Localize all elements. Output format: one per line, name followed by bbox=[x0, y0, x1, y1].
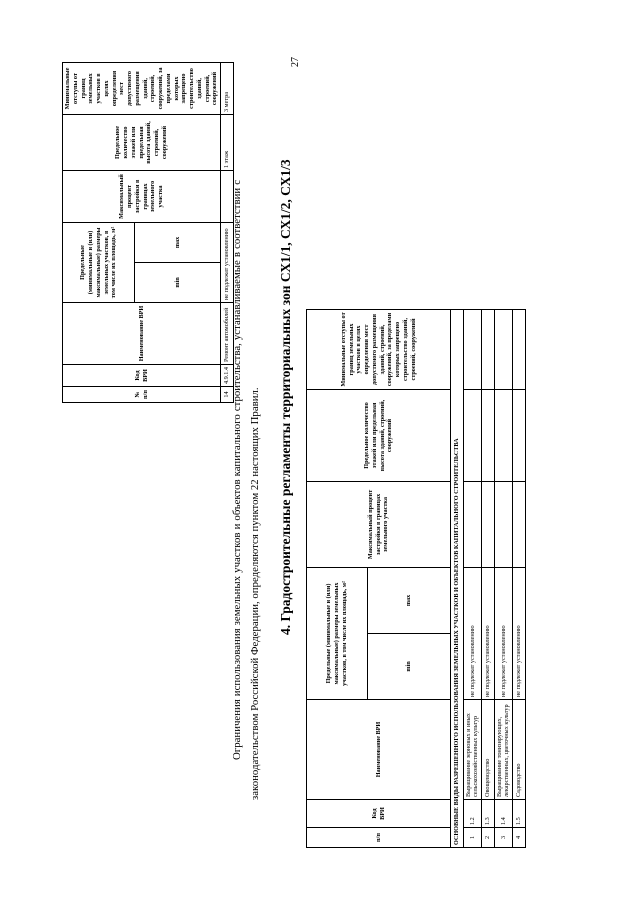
header-name: Наименование ВРИ bbox=[307, 700, 451, 800]
cell-floors bbox=[494, 389, 512, 481]
header-max: max bbox=[135, 222, 221, 262]
cell-num: 4 bbox=[512, 828, 525, 848]
section-row bbox=[451, 309, 464, 847]
cell-setback bbox=[512, 309, 525, 389]
cell-percent bbox=[464, 481, 482, 567]
paragraph-text: Ограничения использования земельных участков и объектов капитального строительства, устанавливаемые в соответствии с законодательством Российской Федерации, определяются пунктом 22 настоящих Правил. bbox=[231, 180, 261, 800]
table-row bbox=[512, 309, 525, 847]
cell-name: Садоводство bbox=[512, 700, 525, 800]
cell-percent bbox=[494, 481, 512, 567]
header-max: max bbox=[368, 567, 451, 633]
header-setback: Минимальные отступы от границ земельных участков в целях определения мест допустимого размещения зданий, строений, сооружений, за пределами которых запрещено строительство зданий, строений, сооружений bbox=[63, 62, 221, 114]
header-percent: Максимальный процент застройки в границах земельного участка bbox=[63, 170, 221, 222]
table-row bbox=[494, 309, 512, 847]
cell-floors: 1 этаж bbox=[221, 114, 234, 170]
header-sizes: Предельные (минимальные и (или) максимальные) размеры земельных участков, в том числе их площадь, м² bbox=[307, 567, 368, 699]
header-name: Наименование ВРИ bbox=[63, 303, 221, 365]
table-row bbox=[464, 309, 482, 847]
header-min: min bbox=[135, 263, 221, 303]
header-setback: Минимальные отступы от границ земельных участков в целях определения мест допустимого размещения зданий, строений, сооружений, за пределами которых запрещено строительство зданий, строений, сооружений bbox=[307, 309, 451, 389]
cell-floors bbox=[464, 389, 482, 481]
table-top bbox=[62, 62, 234, 403]
cell-setback bbox=[481, 309, 494, 389]
header-percent: Максимальный процент застройки в границах земельного участка bbox=[307, 481, 451, 567]
cell-num: 3 bbox=[494, 828, 512, 848]
cell-setback bbox=[494, 309, 512, 389]
cell-floors bbox=[512, 389, 525, 481]
table-bottom bbox=[306, 309, 526, 848]
cell-num: 2 bbox=[481, 828, 494, 848]
cell-code: 1.4 bbox=[494, 800, 512, 828]
cell-sizes: не подлежат установлению bbox=[221, 222, 234, 302]
section-label: ОСНОВНЫЕ ВИДЫ РАЗРЕШЕННОГО ИСПОЛЬЗОВАНИЯ ЗЕМЕЛЬНЫХ УЧАСТКОВ И ОБЪЕКТОВ КАПИТАЛЬНОГО СТРОИТЕЛЬСТВА bbox=[451, 309, 464, 847]
page-number: 27 bbox=[290, 57, 301, 67]
cell-code: 1.3 bbox=[481, 800, 494, 828]
cell-sizes: не подлежат установлению bbox=[481, 567, 494, 699]
header-sizes: Предельные (минимальные и (или) максимальные) размеры земельных участков, в том числе их площадь, м² bbox=[63, 222, 135, 302]
header-min: min bbox=[368, 634, 451, 700]
cell-name: Выращивание тонизирующих, лекарственных, цветочных культур bbox=[494, 700, 512, 800]
cell-percent bbox=[512, 481, 525, 567]
cell-num: 1 bbox=[464, 828, 482, 848]
header-code: Код ВРИ bbox=[307, 800, 451, 828]
cell-num: 14 bbox=[221, 387, 234, 403]
header-num: п/п bbox=[307, 828, 451, 848]
cell-code: 4.9.1.4 bbox=[221, 365, 234, 387]
cell-sizes: не подлежат установлению bbox=[494, 567, 512, 699]
cell-code: 1.5 bbox=[512, 800, 525, 828]
section-heading: 4. Градостроительные регламенты территориальных зон СХ1/1, СХ1/2, СХ1/3 bbox=[278, 159, 293, 635]
cell-code: 1.2 bbox=[464, 800, 482, 828]
header-floors: Предельное количество этажей или предельная высота зданий, строений, сооружений bbox=[307, 389, 451, 481]
cell-sizes: не подлежат установлению bbox=[512, 567, 525, 699]
cell-name: Выращивание зерновых и иных сельскохозяйственных культур bbox=[464, 700, 482, 800]
table-row bbox=[481, 309, 494, 847]
cell-sizes: не подлежат установлению bbox=[464, 567, 482, 699]
cell-percent bbox=[481, 481, 494, 567]
cell-floors bbox=[481, 389, 494, 481]
header-floors: Предельное количество этажей или предельная высота зданий, строений, сооружений bbox=[63, 114, 221, 170]
cell-setback bbox=[464, 309, 482, 389]
header-code: Код ВРИ bbox=[63, 365, 221, 387]
cell-name: Ремонт автомобилей bbox=[221, 303, 234, 365]
cell-name: Овощеводство bbox=[481, 700, 494, 800]
header-num: № п/п bbox=[63, 387, 221, 403]
cell-setback: 3 метра bbox=[221, 62, 234, 114]
